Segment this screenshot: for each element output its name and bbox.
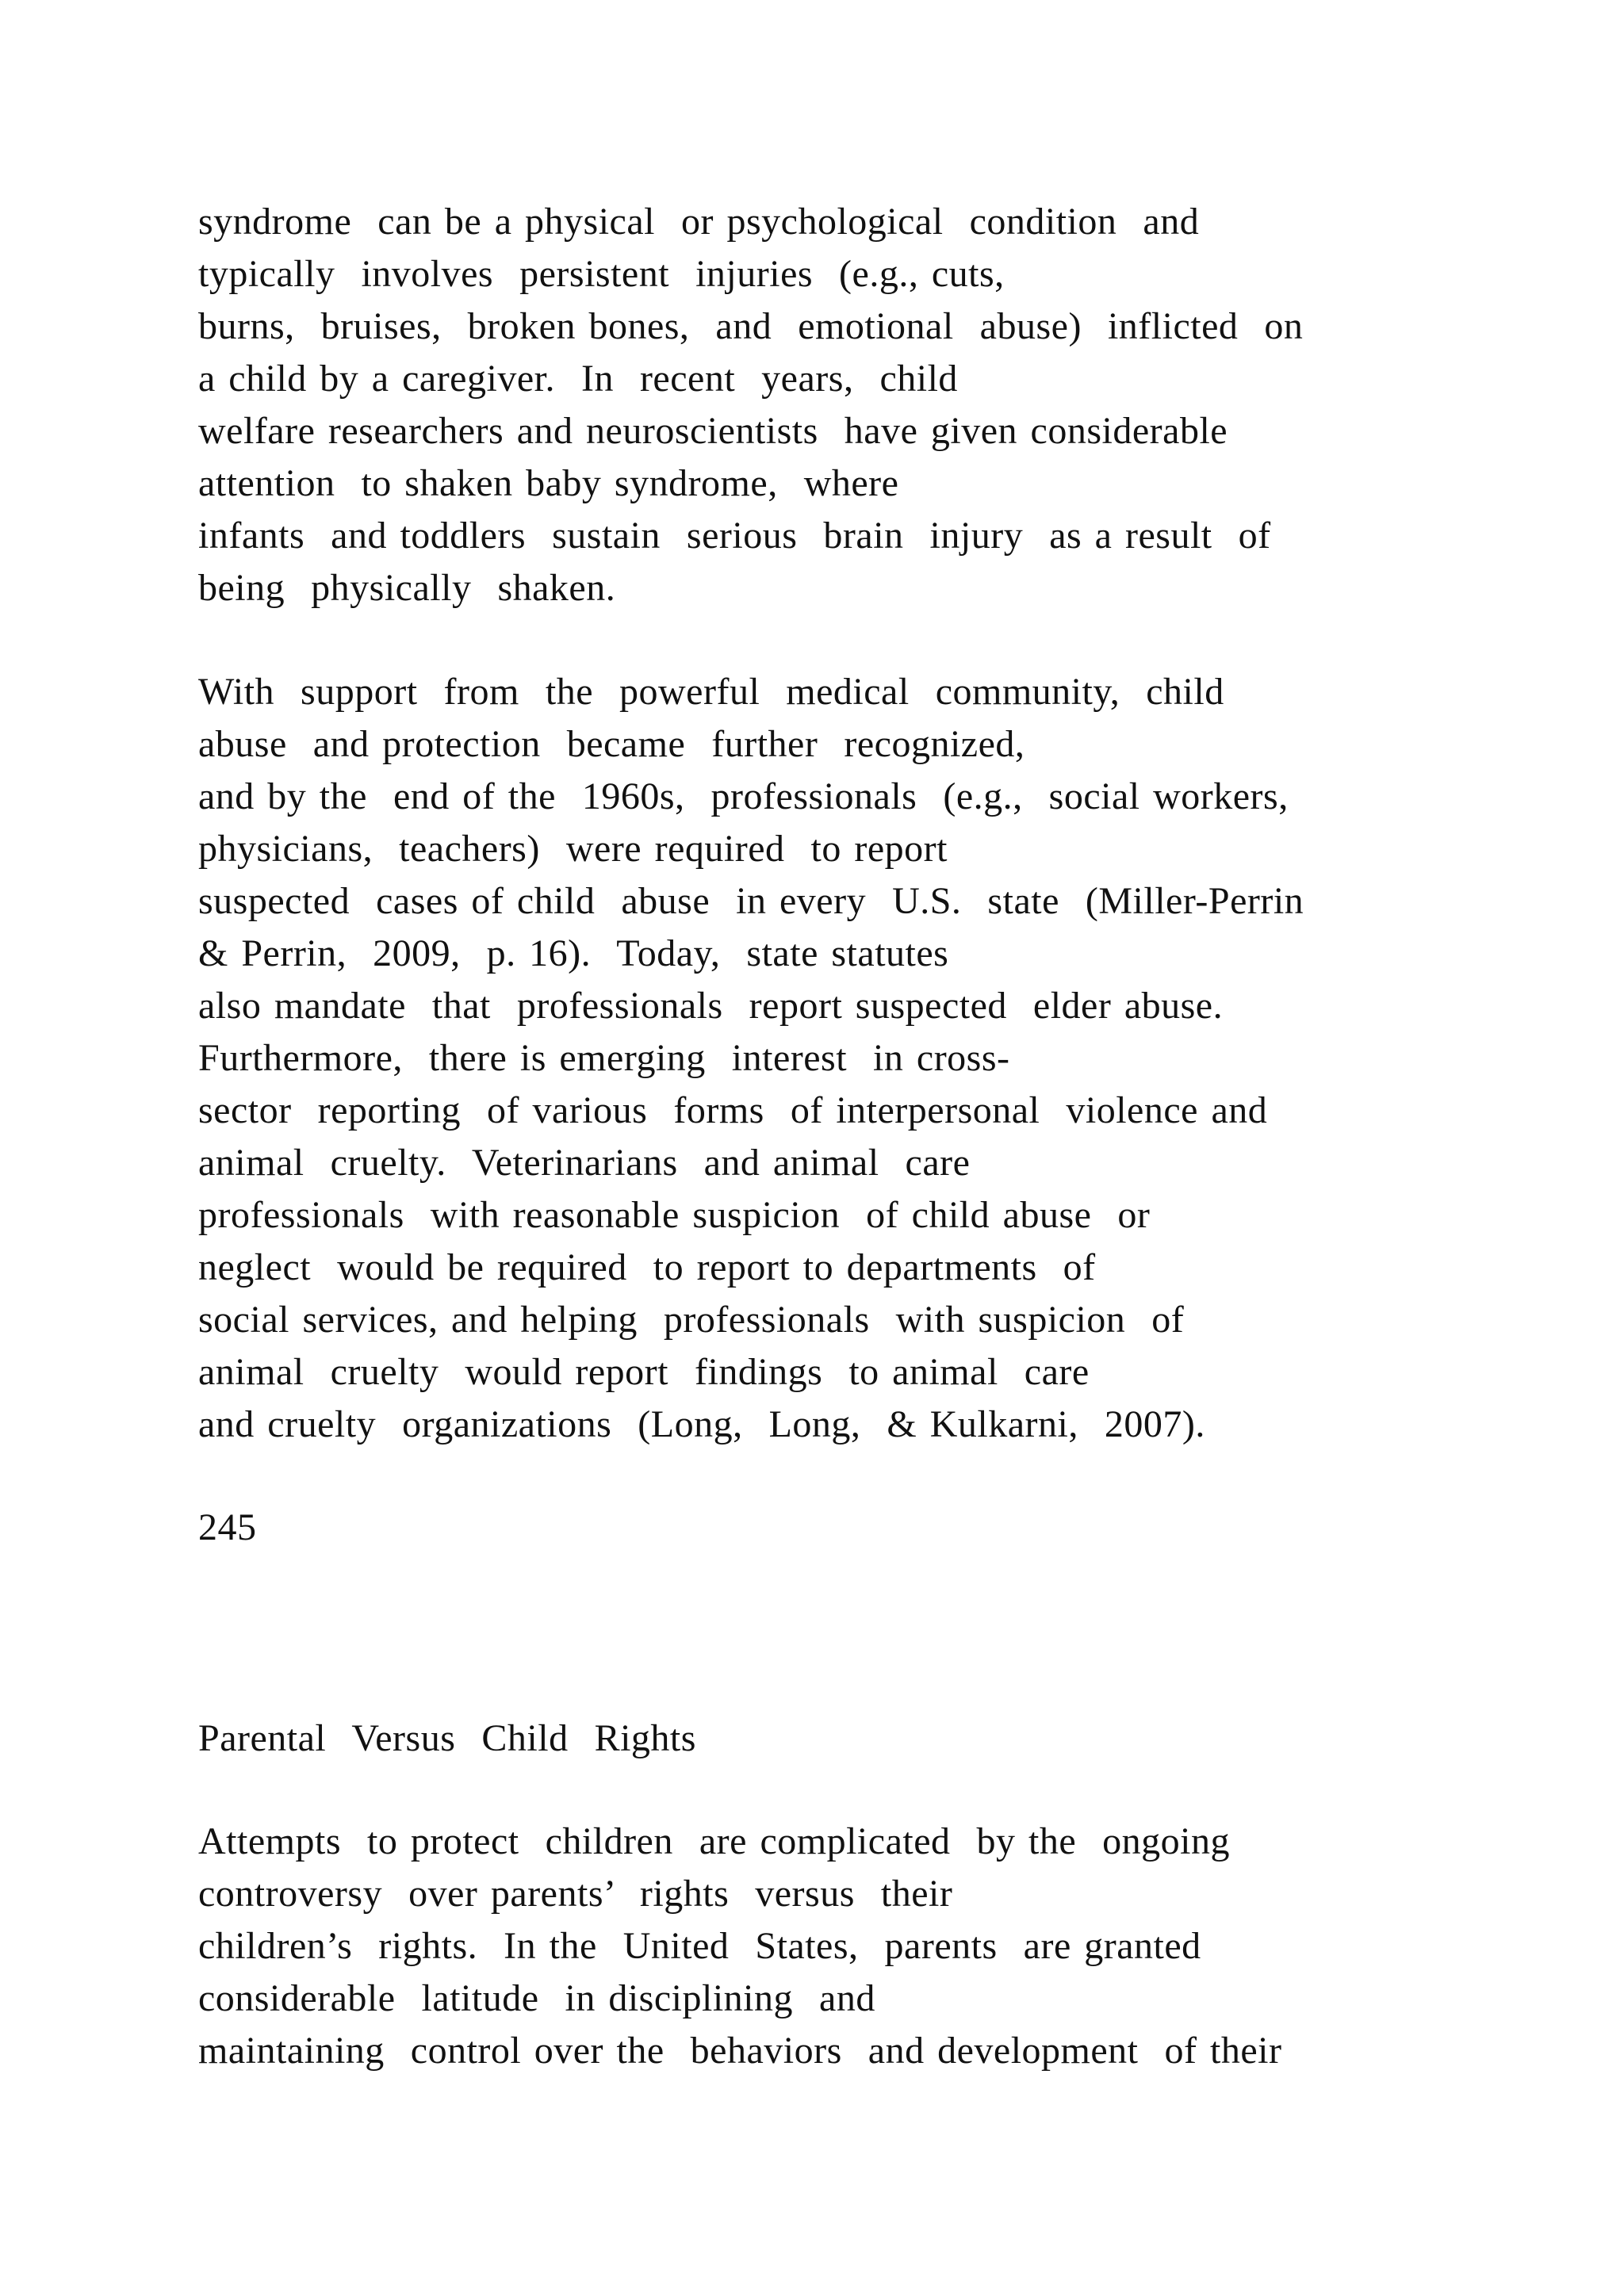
text-line: infants and toddlers sustain serious brain injury as a result of: [198, 515, 1271, 557]
text-line: children’s rights. In the United States, parents are granted: [198, 1925, 1201, 1967]
text-line: syndrome can be a physical or psychological condition and: [198, 201, 1200, 243]
text-line: sector reporting of various forms of interpersonal violence and: [198, 1089, 1268, 1131]
text-line: also mandate that professionals report suspected elder abuse.: [198, 985, 1224, 1027]
text-line: attention to shaken baby syndrome, where: [198, 462, 899, 504]
text-line: welfare researchers and neuroscientists have given considerable: [198, 410, 1228, 452]
text-line: animal cruelty would report findings to animal care: [198, 1351, 1090, 1393]
text-line: social services, and helping professionals with suspicion of: [198, 1299, 1185, 1341]
text-line: neglect would be required to report to departments of: [198, 1246, 1096, 1288]
text-line: considerable latitude in disciplining and: [198, 1977, 875, 2019]
text-line: and by the end of the 1960s, professionals (e.g., social workers,: [198, 775, 1289, 817]
text-line: abuse and protection became further recognized,: [198, 723, 1025, 765]
text-line: maintaining control over the behaviors and development of their: [198, 2030, 1282, 2072]
text-line: being physically shaken.: [198, 567, 616, 609]
text-line: suspected cases of child abuse in every U.S. state (Miller-Perrin: [198, 880, 1304, 922]
text-line: physicians, teachers) were required to report: [198, 828, 948, 870]
text-line: a child by a caregiver. In recent years, child: [198, 358, 958, 400]
text-line: animal cruelty. Veterinarians and animal care: [198, 1142, 971, 1184]
text-line: typically involves persistent injuries (e.g., cuts,: [198, 253, 1005, 295]
page-number: 245: [198, 1506, 257, 1548]
text-line: Attempts to protect children are complicated by the ongoing: [198, 1820, 1230, 1862]
text-line: professionals with reasonable suspicion of child abuse or: [198, 1194, 1151, 1236]
text-line: burns, bruises, broken bones, and emotional abuse) inflicted on: [198, 305, 1304, 347]
text-line: With support from the powerful medical community, child: [198, 671, 1224, 713]
text-line: & Perrin, 2009, p. 16). Today, state statutes: [198, 932, 949, 974]
text-line: controversy over parents’ rights versus their: [198, 1873, 953, 1915]
text-line: and cruelty organizations (Long, Long, & Kulkarni, 2007).: [198, 1403, 1205, 1445]
text-line: Furthermore, there is emerging interest in cross-: [198, 1037, 1010, 1079]
section-heading: Parental Versus Child Rights: [198, 1717, 696, 1759]
